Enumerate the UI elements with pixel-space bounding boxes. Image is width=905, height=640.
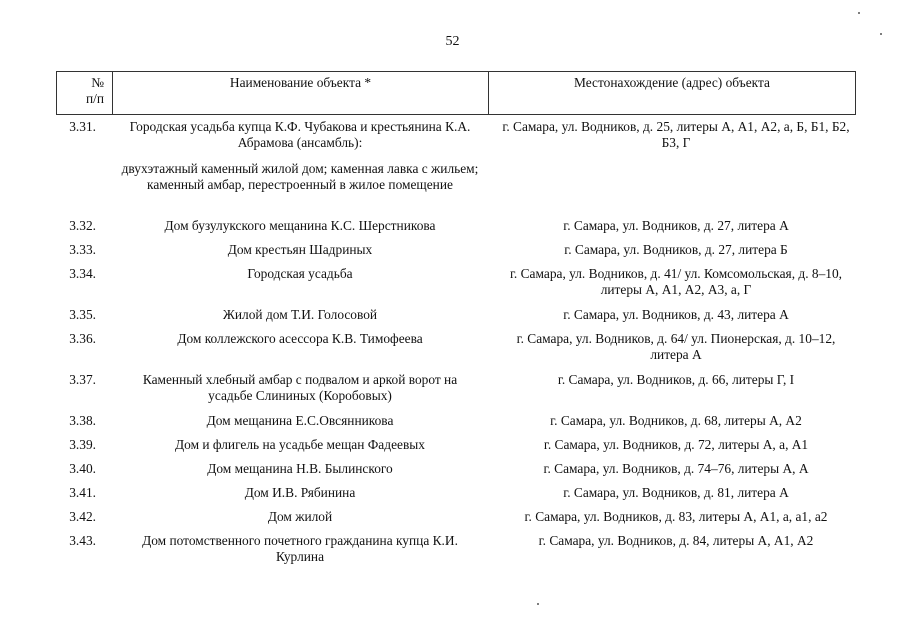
row-number: 3.41. bbox=[69, 485, 96, 500]
table-header bbox=[56, 71, 856, 115]
object-address: г. Самара, ул. Водников, д. 68, литеры А, А2 bbox=[550, 413, 802, 428]
object-address: г. Самара, ул. Водников, д. 74–76, литеры А, А bbox=[543, 461, 809, 476]
object-name: Дом потомственного почетного гражданина купца К.И. Курлина bbox=[142, 533, 458, 564]
object-address: г. Самара, ул. Водников, д. 66, литеры Г, I bbox=[557, 372, 795, 387]
object-address: г. Самара, ул. Водников, д. 84, литеры А, А1, А2 bbox=[538, 533, 814, 548]
row-number: 3.43. bbox=[69, 533, 96, 548]
row-number: 3.38. bbox=[69, 413, 96, 428]
object-address: г. Самара, ул. Водников, д. 27, литера Б bbox=[564, 242, 788, 257]
row-number: 3.40. bbox=[69, 461, 96, 476]
row-number: 3.39. bbox=[69, 437, 96, 452]
object-address: г. Самара, ул. Водников, д. 25, литеры А, А1, А2, а, Б, Б1, Б2, Б3, Г bbox=[502, 119, 850, 150]
scan-speck bbox=[880, 33, 882, 35]
scan-speck bbox=[537, 603, 539, 605]
object-name: Дом бузулукского мещанина К.С. Шерстникова bbox=[164, 218, 436, 233]
object-address: г. Самара, ул. Водников, д. 43, литера А bbox=[563, 307, 789, 322]
page-number: 52 bbox=[445, 34, 460, 49]
object-name: Дом и флигель на усадьбе мещан Фадеевых bbox=[175, 437, 425, 452]
object-name: Дом мещанина Е.С.Овсянникова bbox=[206, 413, 394, 428]
object-address: г. Самара, ул. Водников, д. 72, литеры А, а, А1 bbox=[543, 437, 809, 452]
object-name: Дом крестьян Шадриных bbox=[227, 242, 373, 257]
row-number: 3.42. bbox=[69, 509, 96, 524]
object-address: г. Самара, ул. Водников, д. 27, литера А bbox=[563, 218, 789, 233]
object-name: Дом жилой bbox=[267, 509, 333, 524]
header-address-cell: Местонахождение (адрес) объекта bbox=[574, 75, 770, 90]
object-address: г. Самара, ул. Водников, д. 64/ ул. Пионерская, д. 10–12, литера А bbox=[516, 331, 836, 362]
row-number: 3.32. bbox=[69, 218, 96, 233]
object-name: Городская усадьба bbox=[247, 266, 353, 281]
object-name: Городская усадьба купца К.Ф. Чубакова и крестьянина К.А. Абрамова (ансамбль): bbox=[129, 119, 471, 150]
row-number: 3.36. bbox=[69, 331, 96, 346]
object-address: г. Самара, ул. Водников, д. 81, литера А bbox=[563, 485, 789, 500]
object-address: г. Самара, ул. Водников, д. 41/ ул. Комсомольская, д. 8–10, литеры А, А1, А2, А3, а, Г bbox=[509, 266, 843, 297]
header-number-cell bbox=[57, 72, 113, 114]
object-address: г. Самара, ул. Водников, д. 83, литеры А, А1, а, а1, а2 bbox=[524, 509, 828, 524]
object-name: Дом мещанина Н.В. Былинского bbox=[207, 461, 393, 476]
row-number: 3.35. bbox=[69, 307, 96, 322]
object-name: Дом коллежского асессора К.В. Тимофеева bbox=[177, 331, 423, 346]
row-number: 3.37. bbox=[69, 372, 96, 387]
scan-speck bbox=[858, 12, 860, 14]
object-description: двухэтажный каменный жилой дом; каменная лавка с жильем; каменный амбар, перестроенный в жилое помещение bbox=[121, 161, 479, 192]
object-name: Каменный хлебный амбар с подвалом и аркой ворот на усадьбе Слининых (Коробовых) bbox=[142, 372, 458, 403]
row-number: 3.33. bbox=[69, 242, 96, 257]
row-number: 3.34. bbox=[69, 266, 96, 281]
header-number-sublabel: п/п bbox=[85, 91, 104, 106]
object-name: Жилой дом Т.И. Голосовой bbox=[222, 307, 378, 322]
header-name-cell: Наименование объекта * bbox=[113, 72, 489, 114]
object-name: Дом И.В. Рябинина bbox=[244, 485, 356, 500]
header-number-label: № bbox=[91, 75, 104, 90]
row-number: 3.31. bbox=[69, 119, 96, 134]
